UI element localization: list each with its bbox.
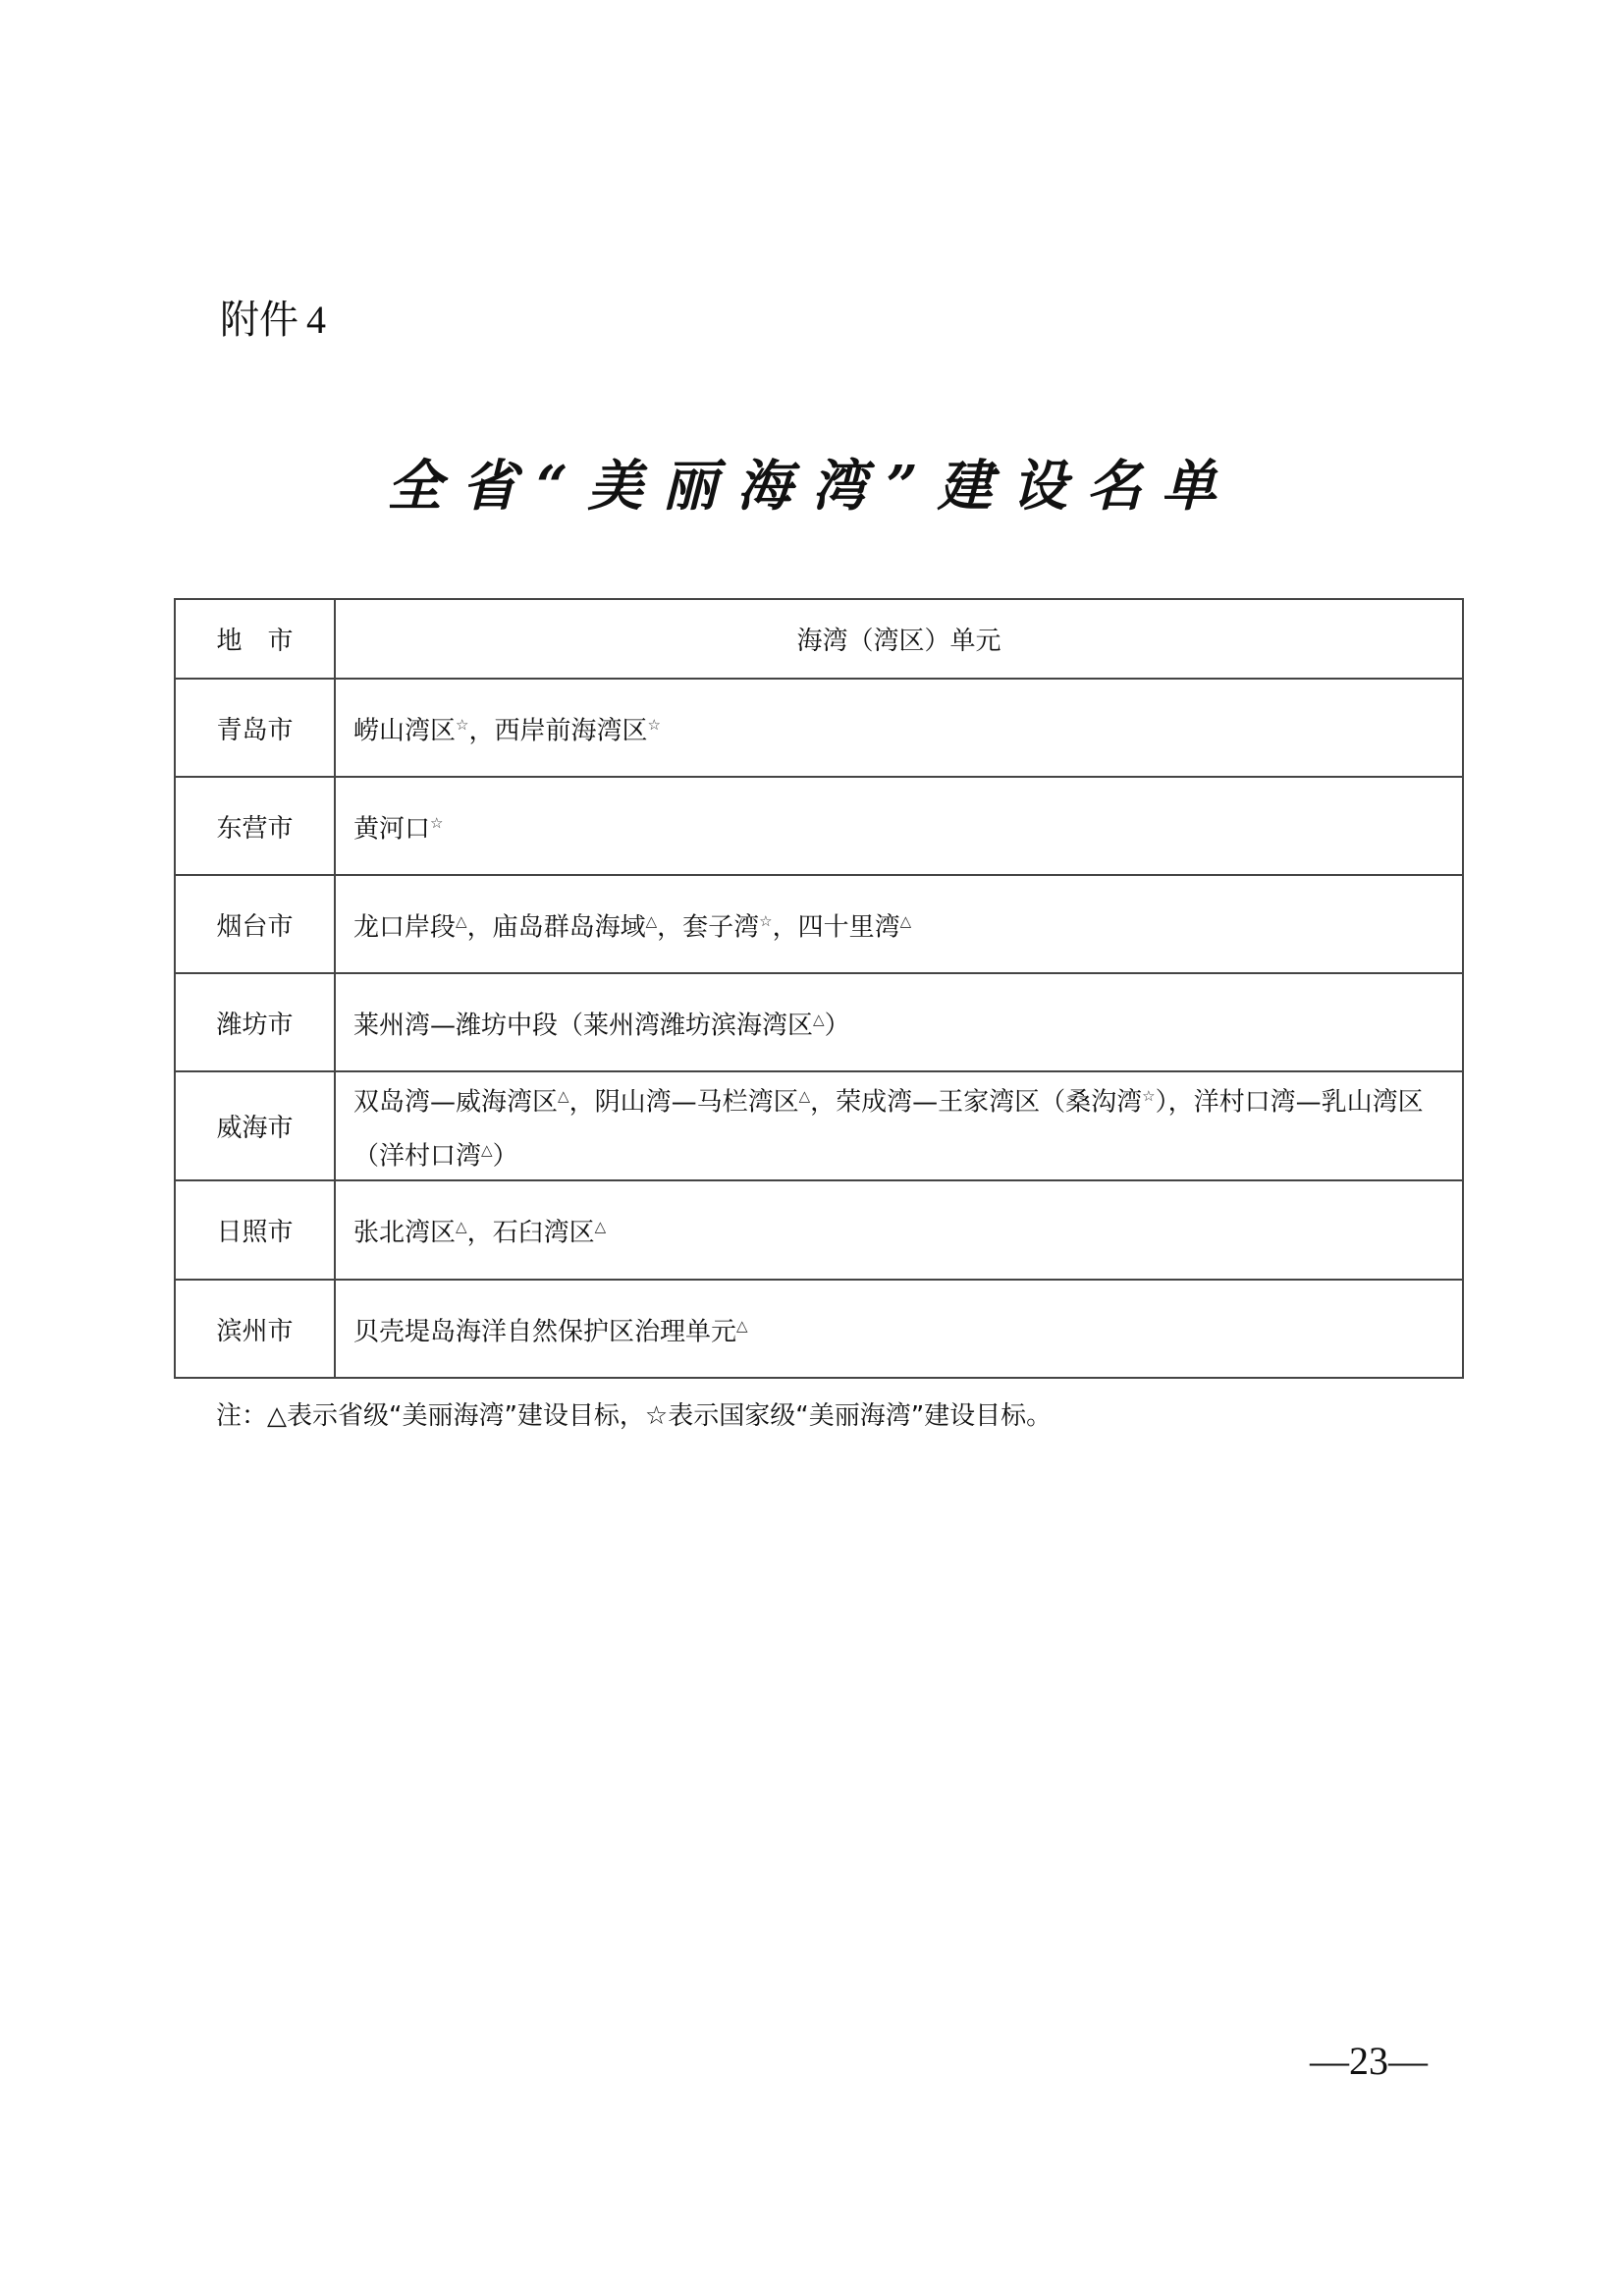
star-icon: ☆ <box>647 715 661 734</box>
page-title: 全省“美丽海湾”建设名单 <box>387 454 1236 519</box>
star-icon: ☆ <box>430 813 444 832</box>
table-header-row <box>175 599 1463 679</box>
unit-text: ） <box>492 1141 518 1172</box>
cell-units <box>335 1280 1463 1378</box>
cell-units <box>335 777 1463 875</box>
star-icon: ☆ <box>1142 1087 1156 1105</box>
attachment-label-text: 附件 <box>220 298 298 343</box>
table-row <box>175 875 1463 973</box>
unit-text: 双岛湾—威海湾区 <box>353 1087 559 1118</box>
attachment-number: 4 <box>306 298 326 342</box>
unit-text: ，四十里湾 <box>772 912 900 943</box>
unit-text: ，阴山湾—马栏湾区 <box>568 1087 799 1118</box>
triangle-icon: △ <box>456 1218 467 1236</box>
cell-units <box>335 679 1463 777</box>
unit-text: ，石臼湾区 <box>466 1219 595 1249</box>
unit-text: ），洋村口湾—乳山湾区（洋村口湾 <box>353 1087 1424 1172</box>
triangle-icon: △ <box>558 1087 569 1105</box>
cell-city: 滨州市 <box>175 1280 335 1378</box>
cell-units <box>335 973 1463 1071</box>
cell-city: 日照市 <box>175 1180 335 1280</box>
unit-text: 张北湾区 <box>353 1219 457 1249</box>
unit-text: 崂山湾区 <box>353 716 457 746</box>
unit-text: ，庙岛群岛海域 <box>466 912 646 943</box>
table-row <box>175 777 1463 875</box>
triangle-icon: △ <box>813 1010 825 1028</box>
attachment-label <box>220 295 326 346</box>
bay-list-table <box>174 598 1464 1379</box>
cell-city: 烟台市 <box>175 875 335 973</box>
column-header-units: 海湾（湾区）单元 <box>335 599 1463 679</box>
table-row <box>175 1280 1463 1378</box>
unit-text: ） <box>824 1011 850 1041</box>
unit-text: 黄河口 <box>353 814 431 845</box>
cell-city: 潍坊市 <box>175 973 335 1071</box>
table-row <box>175 679 1463 777</box>
page-number: —23— <box>1310 2039 1428 2083</box>
column-header-city: 地 市 <box>175 599 335 679</box>
triangle-icon: △ <box>736 1316 748 1335</box>
unit-text: 龙口岸段 <box>353 912 457 943</box>
cell-units <box>335 875 1463 973</box>
triangle-icon: △ <box>645 911 658 930</box>
table-row <box>175 973 1463 1071</box>
star-icon: ☆ <box>759 911 773 930</box>
unit-text: ，荣成湾—王家湾区（桑沟湾 <box>810 1087 1143 1118</box>
unit-text: 莱州湾—潍坊中段（莱州湾潍坊滨海湾区 <box>353 1011 814 1041</box>
cell-city: 威海市 <box>175 1071 335 1180</box>
unit-text: 贝壳堤岛海洋自然保护区治理单元 <box>353 1317 737 1347</box>
unit-text: ，套子湾 <box>657 912 760 943</box>
triangle-icon: △ <box>798 1087 811 1105</box>
table-row <box>175 1071 1463 1180</box>
table-row <box>175 1180 1463 1280</box>
star-icon: ☆ <box>456 715 469 734</box>
cell-units <box>335 1071 1463 1180</box>
triangle-icon: △ <box>481 1140 493 1159</box>
cell-city: 青岛市 <box>175 679 335 777</box>
cell-units <box>335 1180 1463 1280</box>
table-note: 注：△表示省级“美丽海湾”建设目标，☆表示国家级“美丽海湾”建设目标。 <box>216 1401 1053 1431</box>
unit-text: ，西岸前海湾区 <box>468 716 648 746</box>
triangle-icon: △ <box>456 911 467 930</box>
triangle-icon: △ <box>899 911 912 930</box>
cell-city: 东营市 <box>175 777 335 875</box>
triangle-icon: △ <box>594 1218 607 1236</box>
